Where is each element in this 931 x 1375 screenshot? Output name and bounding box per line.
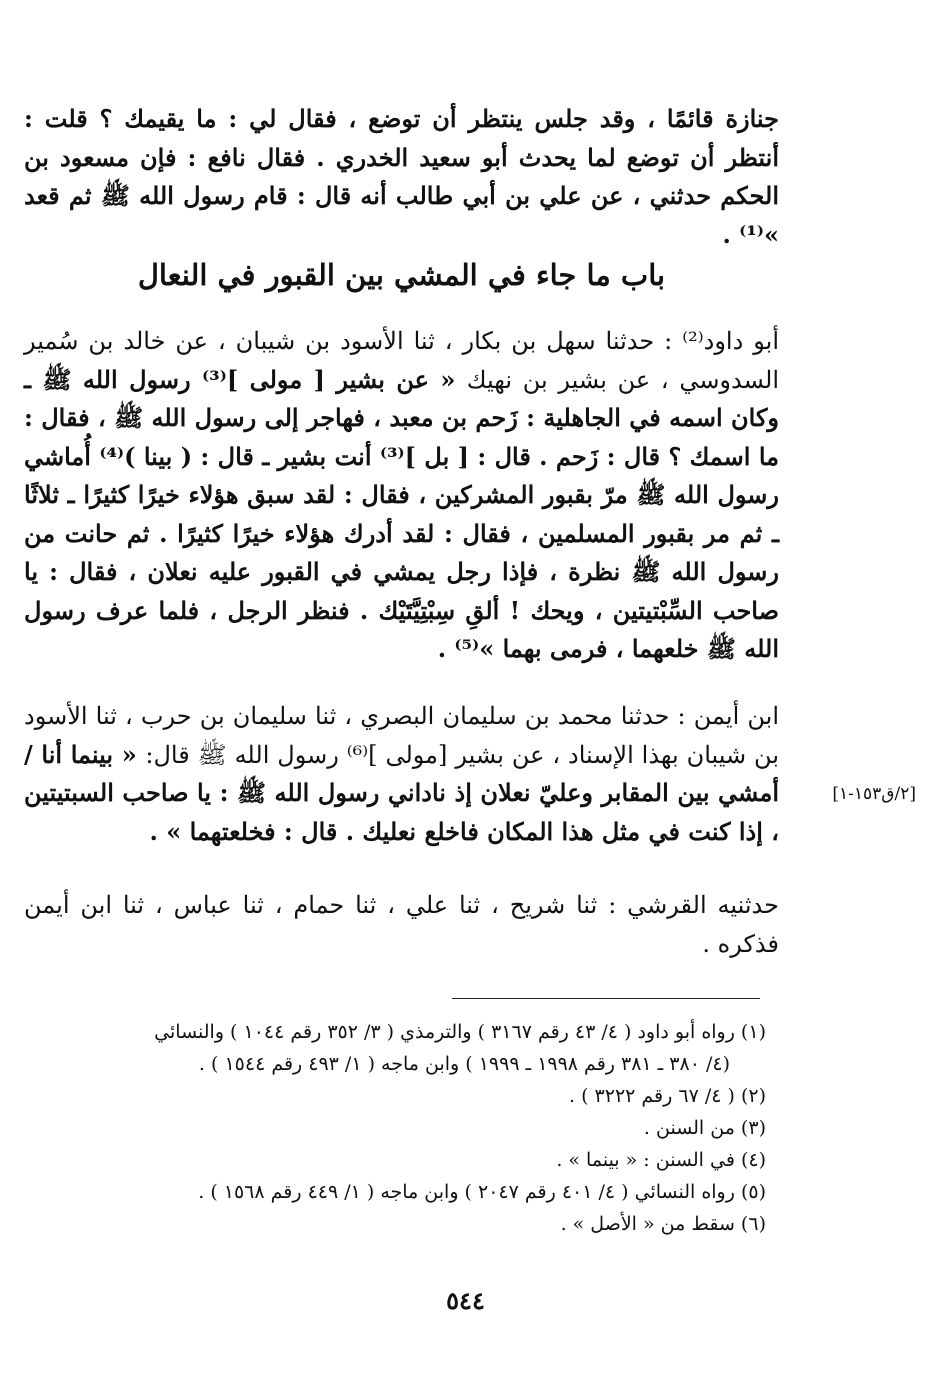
footnotes: [24, 1016, 766, 1240]
abu-dawud-paragraph: [24, 322, 779, 669]
page-number: ٥٤٤: [446, 1286, 485, 1315]
manuscript-folio-note: [٢/ق١٥٣-١]: [832, 784, 916, 804]
ibn-ayman-paragraph: [24, 697, 779, 851]
intro-paragraph: [24, 100, 779, 254]
intro-text: جنازة قائمًا ، وقد جلس ينتظر أن توضع ، فقال لي : ما يقيمك ؟ قلت : أنتظر أن توضع لما يحدث أبو سعيد الخدري . فقال نافع : فإن مسعود بن الحكم حدثني ، عن علي بن أبي طالب أنه قال : قام رسول الله ﷺ ثم قعد »⁽¹⁾ .: [24, 104, 779, 249]
qurashi-paragraph: [24, 886, 779, 963]
qurashi-text: حدثنيه القرشي : ثنا شريح ، ثنا علي ، ثنا حمام ، ثنا عباس ، ثنا ابن أيمن فذكره .: [24, 891, 779, 958]
ibn-ayman-isnad: ابن أيمن : حدثنا محمد بن سليمان البصري ، ثنا سليمان بن حرب ، ثنا الأسود بن شيبان بهذا الإسناد ، عن بشير [مولى ]⁽⁶⁾ رسول الله ﷺ قال:: [24, 702, 780, 769]
chapter-heading: باب ما جاء في المشي بين القبور في النعال: [137, 258, 666, 292]
abu-dawud-matn: « عن بشير [ مولى ]⁽³⁾ رسول الله ﷺ ـ وكان اسمه في الجاهلية : زَحم بن معبد ، فهاجر إلى رسول الله ﷺ ، فقال : ما اسمك ؟ قال : زَحم . قال : [ بل ]⁽³⁾ أنت بشير ـ قال : ( بينا )⁽⁴⁾ أُماشي رسول الله ﷺ مرّ بقبور المشركين ، فقال : لقد سبق هؤلاء خيرًا كثيرًا ـ ثلاثًا ـ ثم مر بقبور المسلمين ، فقال : لقد أدرك هؤلاء خيرًا كثيرًا . ثم حانت من رسول الله ﷺ نظرة ، فإذا رجل يمشي في القبور عليه نعلان ، فقال : يا صاحب السِّبْتيتين ، ويحك ! ألقِ سِبْتِيَّتَيْك . فنظر الرجل ، فلما عرف رسول الله ﷺ خلعهما ، فرمى بهما »⁽⁵⁾ .: [24, 364, 779, 663]
footnote-1: (١) رواه أبو داود ( ٤/ ٤٣ رقم ٣١٦٧ ) والترمذي ( ٣/ ٣٥٢ رقم ١٠٤٤ ) والنسائي: [154, 1021, 766, 1043]
footnote-3: (٣) من السنن .: [643, 1117, 766, 1139]
footnote-divider: [452, 998, 760, 999]
footnote-1-continued: (٤/ ٣٨٠ ـ ٣٨١ رقم ١٩٩٨ ـ ١٩٩٩ ) وابن ماجه ( ١/ ٤٩٣ رقم ١٥٤٤ ) .: [198, 1053, 730, 1075]
footnote-4: (٤) في السنن : « بينما » .: [556, 1149, 766, 1171]
footnote-2: (٢) ( ٤/ ٦٧ رقم ٣٢٢٢ ) .: [569, 1085, 766, 1107]
footnote-6: (٦) سقط من « الأصل » .: [560, 1213, 766, 1235]
ibn-ayman-matn: « بينما أنا / أمشي بين المقابر وعليّ نعلان إذ ناداني رسول الله ﷺ : يا صاحب السبتيتين ، إذا كنت في مثل هذا المكان فاخلع نعليك . قال : فخلعتهما » .: [24, 739, 779, 846]
footnote-5: (٥) رواه النسائي ( ٤/ ٤٠١ رقم ٢٠٤٧ ) وابن ماجه ( ١/ ٤٤٩ رقم ١٥٦٨ ) .: [198, 1181, 766, 1203]
abu-dawud-isnad: أبو داود⁽²⁾ : حدثنا سهل بن بكار ، ثنا الأسود بن شيبان ، عن خالد بن سُمير السدوسي ، عن بشير بن نهيك: [24, 327, 780, 394]
